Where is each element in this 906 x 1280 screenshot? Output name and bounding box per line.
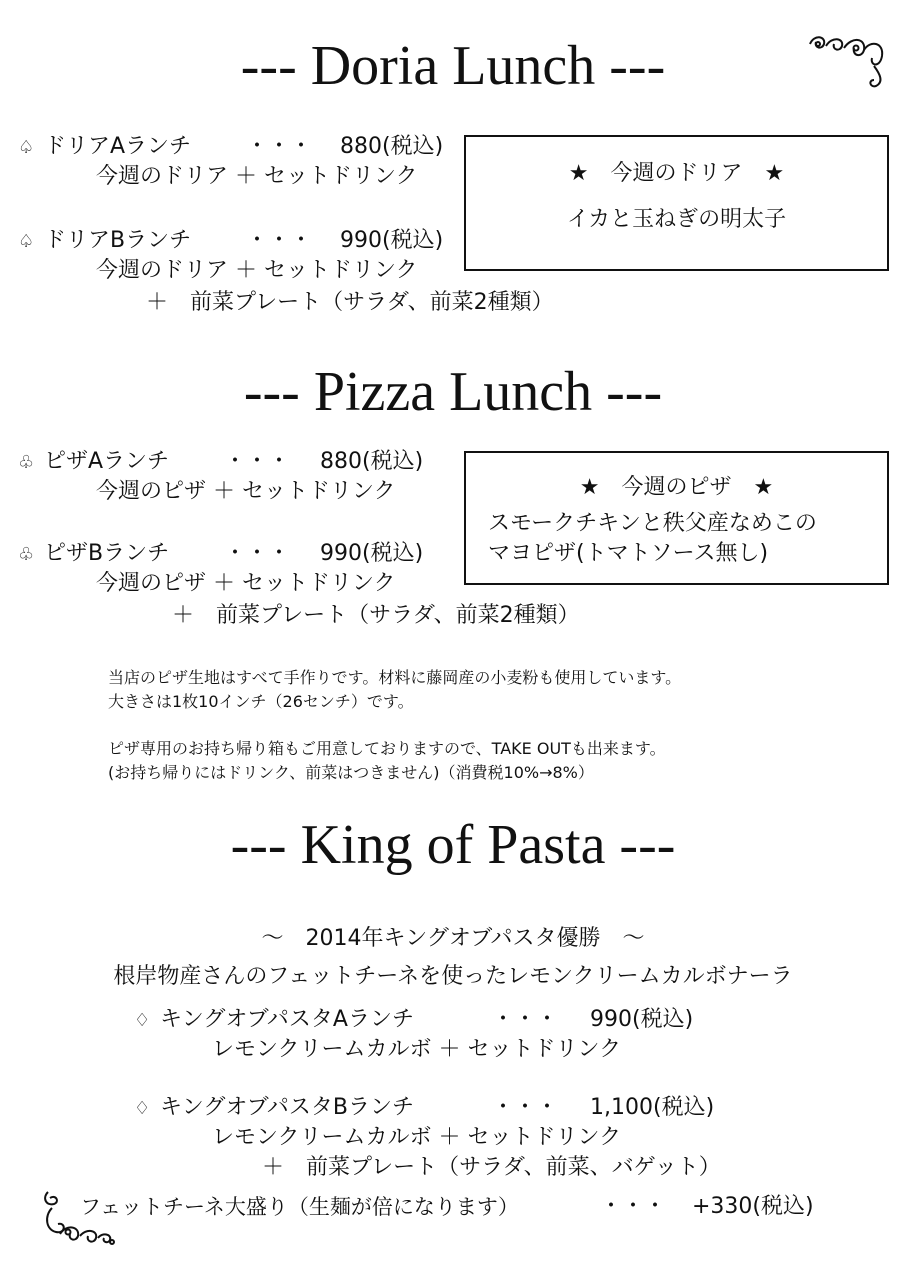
doria-weekly-box [464,135,889,271]
pasta-item-b-price: 1,100(税込) [590,1095,715,1120]
doria-weekly-dish: イカと玉ねぎの明太子 [566,207,787,232]
doria-item-b-name: ドリアBランチ [44,228,192,253]
pasta-item-b-detail: レモンクリームカルボ ＋ セットドリンク [212,1125,622,1150]
doria-item-b-dots: ・・・ [246,228,313,253]
doria-item-a-detail: 今週のドリア ＋ セットドリンク [96,164,418,189]
pizza-item-a-dots: ・・・ [224,449,291,474]
doria-item-a-price: 880(税込) [340,134,444,159]
pizza-note-line: 当店のピザ生地はすべて手作りです。材料に藤岡産の小麦粉も使用しています。 [108,668,682,687]
pizza-weekly-box [464,451,889,585]
pizza-item-b-extra: ＋ 前菜プレート（サラダ、前菜2種類） [172,603,580,628]
pasta-item-a-detail: レモンクリームカルボ ＋ セットドリンク [212,1037,622,1062]
pizza-item-b-dots: ・・・ [224,541,291,566]
pasta-section-title: --- King of Pasta --- [230,814,676,876]
pizza-weekly-dish-line1: スモークチキンと秩父産なめこの [488,511,817,536]
doria-item-b [18,226,191,257]
doria-section-title: --- Doria Lunch --- [240,35,666,97]
doria-item-b-price: 990(税込) [340,228,444,253]
diamond-icon: ♢ [134,1098,151,1119]
spade-icon: ♤ [18,137,35,158]
pizza-note-line: (お持ち帰りにはドリンク、前菜はつきません)（消費税10%→8%） [108,763,594,782]
pizza-weekly-dish-line2: マヨピザ(トマトソース無し) [488,541,769,566]
pasta-item-b-extra: ＋ 前菜プレート（サラダ、前菜、バゲット） [262,1155,721,1180]
doria-item-a-name: ドリアAランチ [44,134,192,159]
club-icon: ♧ [18,452,35,473]
pasta-item-a-name: キングオブパスタAランチ [160,1007,414,1032]
pasta-item-a-price: 990(税込) [590,1007,694,1032]
pizza-item-b-detail: 今週のピザ ＋ セットドリンク [96,571,396,596]
pasta-option-price: +330(税込) [692,1194,814,1219]
pizza-item-b-price: 990(税込) [320,541,424,566]
diamond-icon: ♢ [134,1010,151,1031]
pizza-section-title: --- Pizza Lunch --- [243,361,663,423]
pasta-item-b-name: キングオブパスタBランチ [160,1095,415,1120]
doria-item-a [18,132,191,163]
pizza-note-line: ピザ専用のお持ち帰り箱もご用意しておりますので、TAKE OUTも出来ます。 [108,739,666,758]
pizza-note-line: 大きさは1枚10インチ（26センチ）です。 [108,692,414,711]
spade-icon: ♤ [18,231,35,252]
pasta-item-a [134,1005,414,1036]
doria-item-b-detail: 今週のドリア ＋ セットドリンク [96,258,418,283]
pizza-item-a-name: ピザAランチ [44,449,170,474]
pasta-item-b [134,1093,414,1124]
pizza-weekly-heading: ★ 今週のピザ ★ [579,475,774,500]
pasta-award: ～ 2014年キングオブパスタ優勝 ～ [261,926,645,951]
pasta-item-b-dots: ・・・ [492,1095,559,1120]
club-icon: ♧ [18,544,35,565]
pasta-item-a-dots: ・・・ [492,1007,559,1032]
pasta-option-dots: ・・・ [600,1194,667,1219]
pasta-option-name: フェットチーネ大盛り（生麺が倍になります） [80,1195,519,1219]
pizza-item-b-name: ピザBランチ [44,541,170,566]
pasta-description: 根岸物産さんのフェットチーネを使ったレモンクリームカルボナーラ [113,964,793,989]
pizza-item-a-detail: 今週のピザ ＋ セットドリンク [96,479,396,504]
pizza-item-b [18,539,169,570]
pizza-item-a [18,447,169,478]
doria-item-a-dots: ・・・ [246,134,313,159]
doria-weekly-heading: ★ 今週のドリア ★ [568,161,785,186]
pizza-item-a-price: 880(税込) [320,449,424,474]
doria-item-b-extra: ＋ 前菜プレート（サラダ、前菜2種類） [146,290,554,315]
